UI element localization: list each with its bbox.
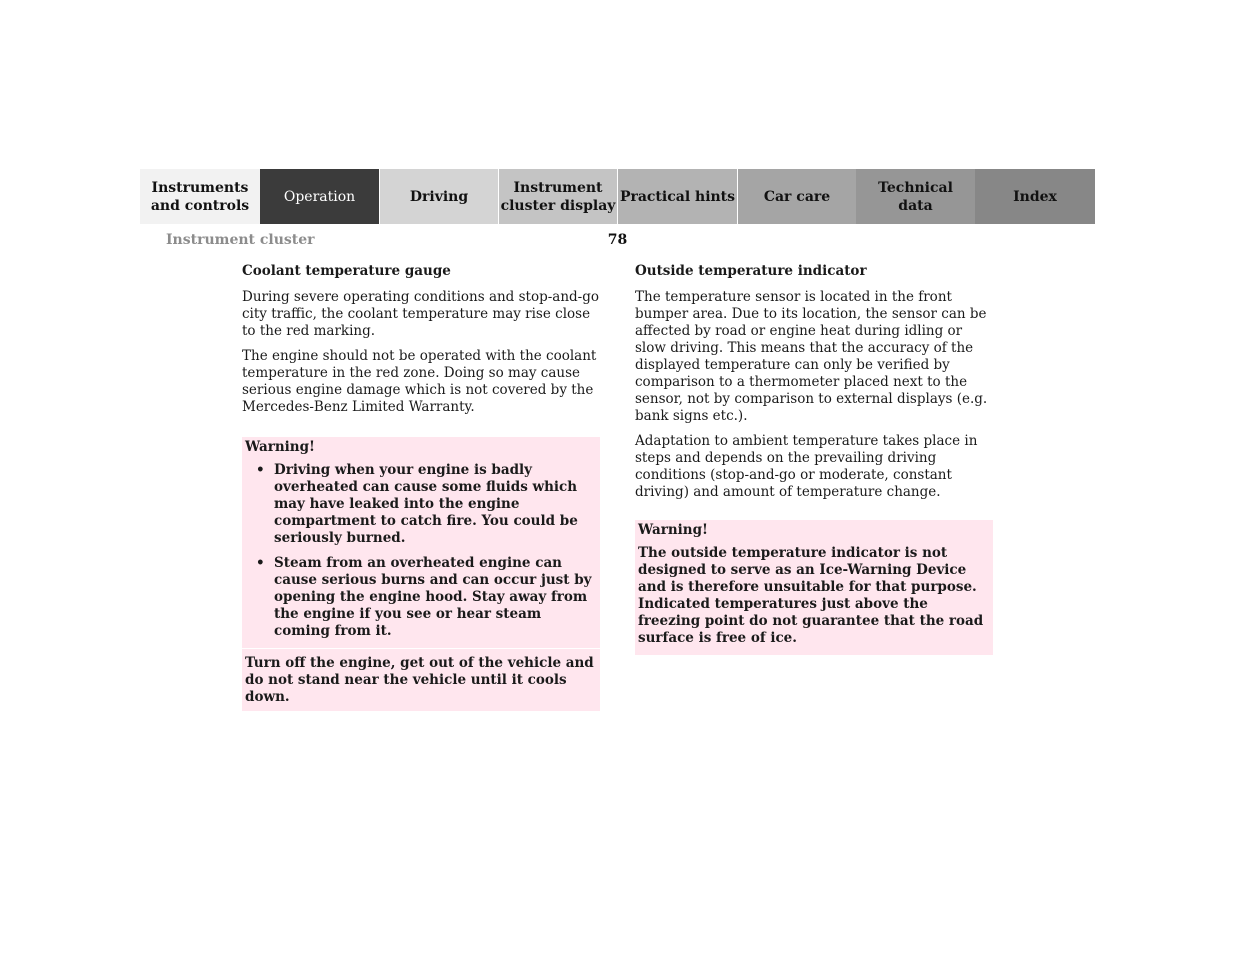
warning-list [245, 462, 597, 640]
warning-text: The outside temperature indicator is not designed to serve as an Ice-Warning Device and is therefore unsuitable for that purpose. Indicated temperatures just above the freezing point do not guarantee that the road surface is free of ice. [638, 545, 984, 646]
coolant-paragraph-1: During severe operating conditions and stop-and-go city traffic, the coolant temperature may rise close to the red marking. [242, 289, 600, 339]
section-title: Instrument cluster [166, 232, 315, 248]
outside-temperature-paragraph-2: Adaptation to ambient temperature takes place in steps and depends on the prevailing driving conditions (stop-and-go or moderate, constant driving) and amount of temperature change. [635, 433, 978, 500]
ice-warning-box [635, 520, 993, 655]
warning-item-text: Steam from an overheated engine can cause serious burns and can occur just by opening the engine hood. Stay away from the engine if you see or hear steam coming from it. [274, 555, 592, 639]
bullet-icon: • [256, 462, 265, 478]
warning-title: Warning! [245, 439, 315, 455]
warning-item [245, 555, 597, 640]
chapter-nav [140, 169, 1095, 224]
tab-operation[interactable]: Operation [260, 169, 379, 224]
outside-temperature-paragraph-1: The temperature sensor is located in the front bumper area. Due to its location, the sensor can be affected by road or engine heat during idling or slow driving. This means that the accuracy of the displayed temperature can only be verified by comparison to a thermometer placed next to the sensor, not by comparison to external displays (e.g. bank signs etc.). [635, 289, 988, 424]
warning-item [245, 462, 597, 547]
tab-driving[interactable]: Driving [379, 169, 498, 224]
coolant-heading: Coolant temperature gauge [242, 263, 451, 279]
warning-item-text: Driving when your engine is badly overheated can cause some fluids which may have leaked into the engine compartment to catch fire. You could be seriously burned. [274, 462, 578, 546]
coolant-paragraph-2: The engine should not be operated with the coolant temperature in the red zone. Doing so may cause serious engine damage which is not covered by the Mercedes-Benz Limited Warranty. [242, 348, 597, 415]
tab-car-care[interactable]: Car care [737, 169, 856, 224]
warning-footer: Turn off the engine, get out of the vehicle and do not stand near the vehicle until it cools down. [242, 648, 600, 706]
coolant-warning-box [242, 437, 600, 711]
page-number: 78 [607, 232, 628, 248]
coolant-temperature-section [242, 263, 600, 711]
tab-index[interactable]: Index [975, 169, 1095, 224]
tab-technical-data[interactable]: Technical data [856, 169, 975, 224]
tab-instrument-cluster-display[interactable]: Instrument cluster display [498, 169, 617, 224]
tab-practical-hints[interactable]: Practical hints [617, 169, 737, 224]
tab-instruments-and-controls[interactable]: Instruments and controls [140, 169, 260, 224]
bullet-icon: • [256, 555, 265, 571]
outside-temperature-section [635, 263, 993, 655]
outside-temperature-heading: Outside temperature indicator [635, 263, 867, 279]
warning-title: Warning! [638, 522, 708, 538]
